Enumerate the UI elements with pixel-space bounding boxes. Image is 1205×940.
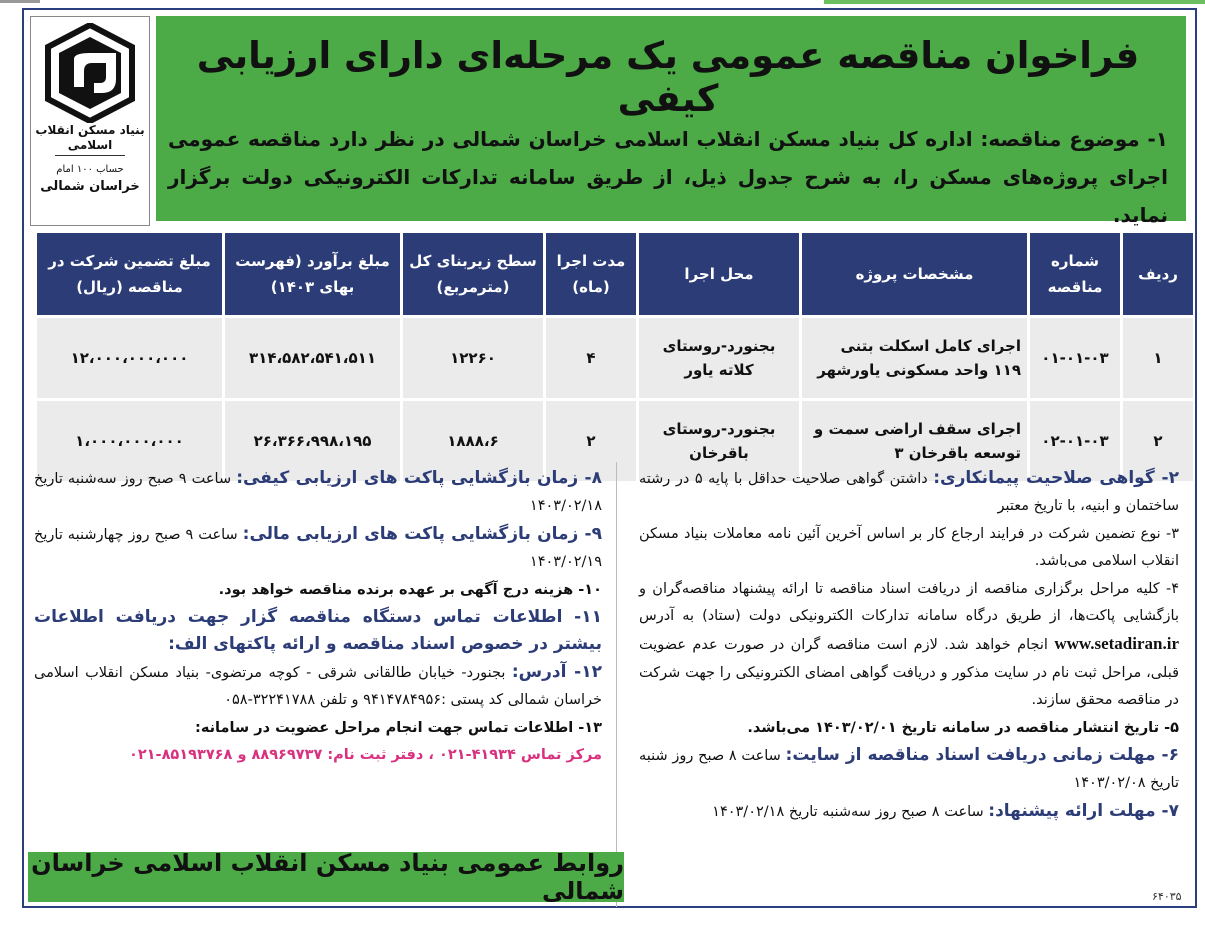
section-10: ۱۰- هزینه درج آگهی بر عهده برنده مناقصه خواهد بود. [218,581,602,598]
section-2-heading: ۲- گواهی صلاحیت پیمانکاری: [933,468,1179,488]
cell-area: ۱۲۲۶۰ [403,318,543,398]
cell-tender-number: ۰۱-۰۱-۰۳ [1030,318,1120,398]
cell-location: بجنورد-روستای باقرخان [639,401,799,481]
cell-tender-number: ۰۲-۰۱-۰۳ [1030,401,1120,481]
col-header-tender-number: شماره مناقصه [1030,233,1120,315]
col-header-area: سطح زیربنای کل (مترمربع) [403,233,543,315]
setadiran-link[interactable]: www.setadiran.ir [1054,634,1179,654]
section-5: ۵- تاریخ انتشار مناقصه در سامانه تاریخ ۱۴۰۳/۰۲/۰۱ می‌باشد. [747,719,1179,736]
logo-box [30,16,150,226]
logo-subtitle: حساب ۱۰۰ امام [56,164,124,175]
section-4 [639,576,1179,715]
cell-guarantee: ۱۲،۰۰۰،۰۰۰،۰۰۰ [37,318,222,398]
cell-row-number: ۱ [1123,318,1193,398]
logo-divider [55,155,125,156]
advertisement-frame [22,8,1197,908]
conditions-column-left [34,465,602,769]
cell-project-spec: اجرای سقف اراضی سمت و توسعه باقرخان ۳ [802,401,1027,481]
section-2-body: داشتن گواهی صلاحیت حداقل با پایه ۵ در رشته ساختمان و ابنیه، با تاریخ معتبر [639,471,1179,515]
section-11: ۱۱- اطلاعات تماس دستگاه مناقصه گزار جهت دریافت اطلاعات بیشتر در خصوص اسناد مناقصه و ارائه پاکتهای الف: [34,607,602,655]
header-banner [156,16,1186,227]
col-header-location: محل اجرا [639,233,799,315]
section-7 [639,798,1179,826]
section-8-heading: ۸- زمان بازگشایی پاکت های ارزیابی کیفی: [236,468,603,488]
section-9-body: ساعت ۹ صبح روز چهارشنبه تاریخ ۱۴۰۳/۰۲/۱۹ [34,526,602,571]
column-divider [616,462,617,907]
section-9-heading: ۹- زمان بازگشایی پاکت های ارزیابی مالی: [242,523,603,544]
section-8-body: ساعت ۹ صبح روز سه‌شنبه تاریخ ۱۴۰۳/۰۲/۱۸ [34,471,602,515]
col-header-guarantee: مبلغ تضمین شرکت در مناقصه (ریال) [37,233,222,315]
section-6 [639,742,1179,798]
col-header-duration: مدت اجرا (ماه) [546,233,636,315]
cell-estimate: ۲۶،۳۶۶،۹۹۸،۱۹۵ [225,401,400,481]
col-header-estimate: مبلغ برآورد (فهرست بهای ۱۴۰۳) [225,233,400,315]
col-header-project-spec: مشخصات پروژه [802,233,1027,315]
section-4-text-b: انجام خواهد شد. لازم است مناقصه گران در صورت عدم عضویت قبلی، مراحل ثبت نام در سایت مذکور و دریافت گواهی امضای الکترونیکی را جهت شرکت در مناقصه محقق سازند. [639,637,1179,709]
cell-duration: ۲ [546,401,636,481]
section-8 [34,465,602,521]
top-decorative-strip [824,0,1205,4]
cell-duration: ۴ [546,318,636,398]
section-12-heading: ۱۲- آدرس: [511,661,602,682]
cell-guarantee: ۱،۰۰۰،۰۰۰،۰۰۰ [37,401,222,481]
section-2 [639,465,1179,521]
table-row [37,318,1193,398]
public-relations-banner: روابط عمومی بنیاد مسکن انقلاب اسلامی خراسان شمالی [28,852,624,902]
section-12-body: بجنورد- خیابان طالقانی شرقی - کوچه مرتضوی- بنیاد مسکن انقلاب اسلامی خراسان شمالی کد پستی :۹۴۱۴۷۸۴۹۵۶ و تلفن ۳۲۲۴۱۷۸۸-۰۵۸ [34,664,602,709]
tender-table [34,230,1196,484]
conditions-column-right [639,465,1179,826]
logo-name: بنیاد مسکن انقلاب اسلامی [35,123,145,152]
cell-location: بجنورد-روستای کلاته یاور [639,318,799,398]
contact-numbers: مرکز تماس ۴۱۹۳۴-۰۲۱ ، دفتر ثبت نام: ۸۸۹۶۹۷۳۷ و ۸۵۱۹۳۷۶۸-۰۲۱ [128,747,602,764]
section-6-body: ساعت ۸ صبح روز شنبه تاریخ ۱۴۰۳/۰۲/۰۸ [639,748,1179,792]
table-header-row [37,233,1193,315]
section-3: ۳- نوع تضمین شرکت در فرایند ارجاع کار بر اساس آخرین آئین نامه معاملات بنیاد مسکن انقلاب اسلامی می‌باشد. [639,525,1179,570]
tender-subject: ۱- موضوع مناقصه: اداره کل بنیاد مسکن انقلاب اسلامی خراسان شمالی در نظر دارد مناقصه عمومی اجرای پروژه‌های مسکن را، به شرح جدول ذیل، از طریق سامانه تدارکات الکترونیکی دولت برگزار نماید. [168,127,1168,227]
page-title: فراخوان مناقصه عمومی یک مرحله‌ای دارای ارزیابی کیفی [196,34,1140,120]
cell-row-number: ۲ [1123,401,1193,481]
ad-code: ۶۴۰۳۵ [1152,890,1182,903]
section-9 [34,521,602,577]
section-13: ۱۳- اطلاعات تماس جهت انجام مراحل عضویت در سامانه: [195,719,602,736]
col-header-row-number: ردیف [1123,233,1193,315]
section-6-heading: ۶- مهلت زمانی دریافت اسناد مناقصه از سایت: [785,745,1179,766]
cell-area: ۱۸۸۸،۶ [403,401,543,481]
logo-province: خراسان شمالی [40,179,140,194]
section-7-body: ساعت ۸ صبح روز سه‌شنبه تاریخ ۱۴۰۳/۰۲/۱۸ [712,803,984,820]
section-4-text-a: ۴- کلیه مراحل برگزاری مناقصه از دریافت اسناد مناقصه تا ارائه پیشنهاد مناقصه‌گران و بازگشایی پاکت‌ها، از طریق درگاه سامانه تدارکات الکترونیکی دولت (ستاد) به آدرس [639,580,1179,625]
section-12 [34,659,602,715]
section-7-heading: ۷- مهلت ارائه پیشنهاد: [988,800,1179,821]
top-left-strip [0,0,40,3]
cell-project-spec: اجرای کامل اسکلت بتنی ۱۱۹ واحد مسکونی یاورشهر [802,318,1027,398]
cell-estimate: ۳۱۴،۵۸۲،۵۴۱،۵۱۱ [225,318,400,398]
bonyad-maskan-logo-icon [44,23,136,123]
